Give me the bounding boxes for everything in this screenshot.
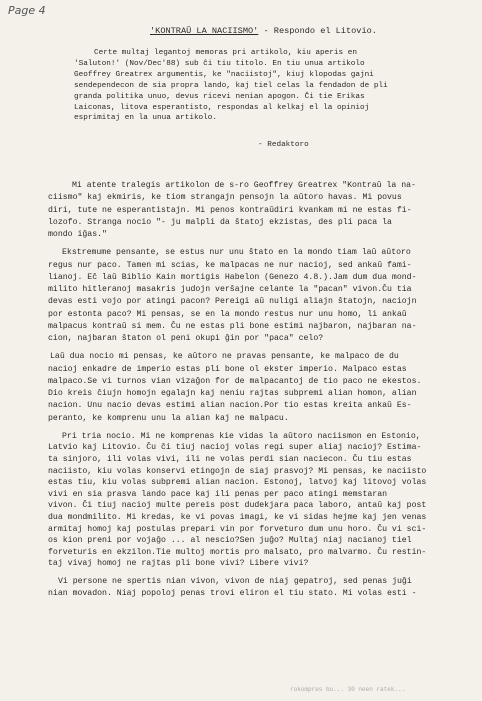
body-line: nacion. Unu nacio devas estimi alian nacion.Por tio estas kreita ankaŭ Es-	[48, 401, 412, 411]
body-line: Latvio kaj Litovio. Ĉu ĉi tiuj nacioj volas regi super aliaj nacioj? Estima-	[48, 443, 422, 453]
body-line: devas esti vojo por atingi pacon? Pereigi aŭ nuligi aliajn ŝtatojn, naciojn	[48, 297, 417, 307]
body-line: naciisto, kiu volas konservi etingojn de siaj prasvoj? Mi pensas, ke naciisto	[48, 466, 427, 476]
paragraph	[48, 576, 468, 601]
body-line: lianoj. Eĉ laŭ Biblio Kain mortigis Habelon (Genezo 4.8.).Jam dum dua mond-	[48, 272, 417, 282]
body-line: armitaj homoj kaj postulas prepari vin por forveturo dum unu horo. Ĉu vi sci-	[48, 524, 427, 534]
body-line: Pri tria nocio. Mi ne komprenas kie vidas la aŭtoro naciismon en Estonio,	[62, 431, 421, 441]
body-line: taj vivaj homoj ne rajtas pli bone vivi? Libere vivi?	[48, 559, 309, 569]
body-line: vivon. Ĉi tiuj nacioj multe pereis post dudekjara paca laboro, antaŭ kaj post	[48, 501, 427, 511]
paragraph	[48, 247, 468, 345]
body-line: milito hitleranoj masakris judojn verŝajne celante la "pacan" vivon.Ĉu tia	[48, 285, 412, 294]
body-line: Mi atente tralegis artikolon de s-ro Geoffrey Greatrex "Kontraŭ la na-	[72, 181, 416, 190]
editor-intro	[74, 48, 434, 124]
body-line: por estonta paco? Mi pensas, se en la mondo restus nur unu homo, li ankaŭ	[48, 309, 407, 319]
body-line: malpaco.Se vi turnos vian vizaĝon for de malpacantoj de tio paco ne ekestos.	[48, 376, 422, 386]
body-line: ta sinjoro, ili volas vivi, ili ne volas perdi sian naciecon. Ĉu tiu estas	[48, 454, 412, 464]
body-line: lozofo. Stranga nocio "- ju malpli da ŝtatoj ekzistas, des pli paca la	[48, 217, 392, 227]
show-through-text: rokompres bu... 30 neen ratek...	[290, 686, 406, 693]
intro-line: 'Saluton!' (Nov/Dec'88) sub ĉi tiu titolo. En tiu unua artikolo	[74, 59, 365, 68]
body-line: estas tiu, kiu volas subpremi alian nacion. Estonoj, latvoj kaj litovoj volas	[48, 478, 427, 488]
editor-signoff: - Redaktoro	[258, 141, 309, 149]
article-body	[48, 180, 468, 600]
title-text: 'KONTRAŬ LA NACIISMO'	[150, 26, 259, 36]
paragraph	[48, 351, 468, 425]
body-line: cion, najbaran ŝtaton ol peni okupi ĝin por "paca" celo?	[48, 334, 324, 343]
body-line: Dio kreis ĉiujn homojn egalajn kaj neniu rajtas subpremi alian homon, alian	[48, 389, 417, 398]
body-line: Laŭ dua nocio mi pensas, ke aŭtoro ne pravas pensante, ke malpaco de du	[50, 352, 399, 362]
body-line: os kion preni por vojaĝo ... al nescio?Sen juĝo? Multaj niaj nacianoj tiel	[48, 536, 412, 546]
body-line: forveturis en ekzilon.Tie multoj mortis pro malsato, pro malvarmo. Ĉu restin-	[48, 547, 427, 557]
body-line: ciismo" kaj ekmiris, ke tiom strangajn pensojn la aŭtoro havas. Mi povus	[48, 193, 402, 203]
body-line: Ekstremume pensante, se estus nur unu ŝtato en la mondo tiam laŭ aŭtoro	[62, 248, 411, 258]
body-line: Vi persone ne spertis nian vivon, vivon de niaj gepatroj, sed penas juĝi	[58, 576, 412, 586]
intro-line: Laiconas, litova esperantisto, respondas al kelkaj el la opinioj	[74, 103, 370, 112]
body-line: vivi en sia prasva lando pace kaj ili penas per paco atingi memstaran	[48, 489, 388, 499]
intro-line: Geoffrey Greatrex argumentis, ke "naciistoj", kiuj klopodas gajni	[74, 70, 374, 79]
handwritten-page-number: Page 4	[8, 4, 46, 17]
title-subtitle: - Respondo el Litovio.	[263, 26, 377, 36]
body-line: nacioj enkadre de imperio estas pli bone ol ekster imperio. Malpaco estas	[48, 364, 407, 374]
body-line: diri, tute ne esperantistajn. Mi penos kontraŭdiri kvankam mi ne estas fi-	[48, 205, 412, 215]
body-line: malpacus kontraŭ si mem. Ĉu ne estas pli bone estimi najbaron, najbaran na-	[48, 321, 417, 331]
intro-line: sendependecon de sia propra lando, kaj tiel celas la fendadon de pli	[74, 81, 388, 90]
paragraph	[48, 431, 468, 570]
intro-line: Certe multaj legantoj memoras pri artikolo, kiu aperis en	[94, 49, 357, 57]
paragraph	[48, 180, 468, 241]
body-line: mondo iĝas."	[48, 230, 107, 239]
intro-line: granda politika unuo, devus ricevi nenian apogon. Ĉi tie Erikas	[74, 92, 365, 101]
body-line: peranto, ke komprenu unu la alian kaj ne malpacu.	[48, 413, 289, 423]
body-line: regus nur paco. Tamen mi scias, ke malpacas ne nur nacioj, sed ankaŭ fami-	[48, 260, 412, 270]
intro-line: esprimitaj en la unua artikolo.	[74, 114, 218, 123]
body-line: nian movadon. Niaj popoloj penas trovi eliron el tiu stato. Mi volas esti -	[48, 589, 417, 599]
body-line: dua mondmilito. Mi kredas, ke vi povas imagi, ke vi sidas hejme kaj jen venas	[48, 512, 427, 522]
article-title	[150, 26, 377, 36]
